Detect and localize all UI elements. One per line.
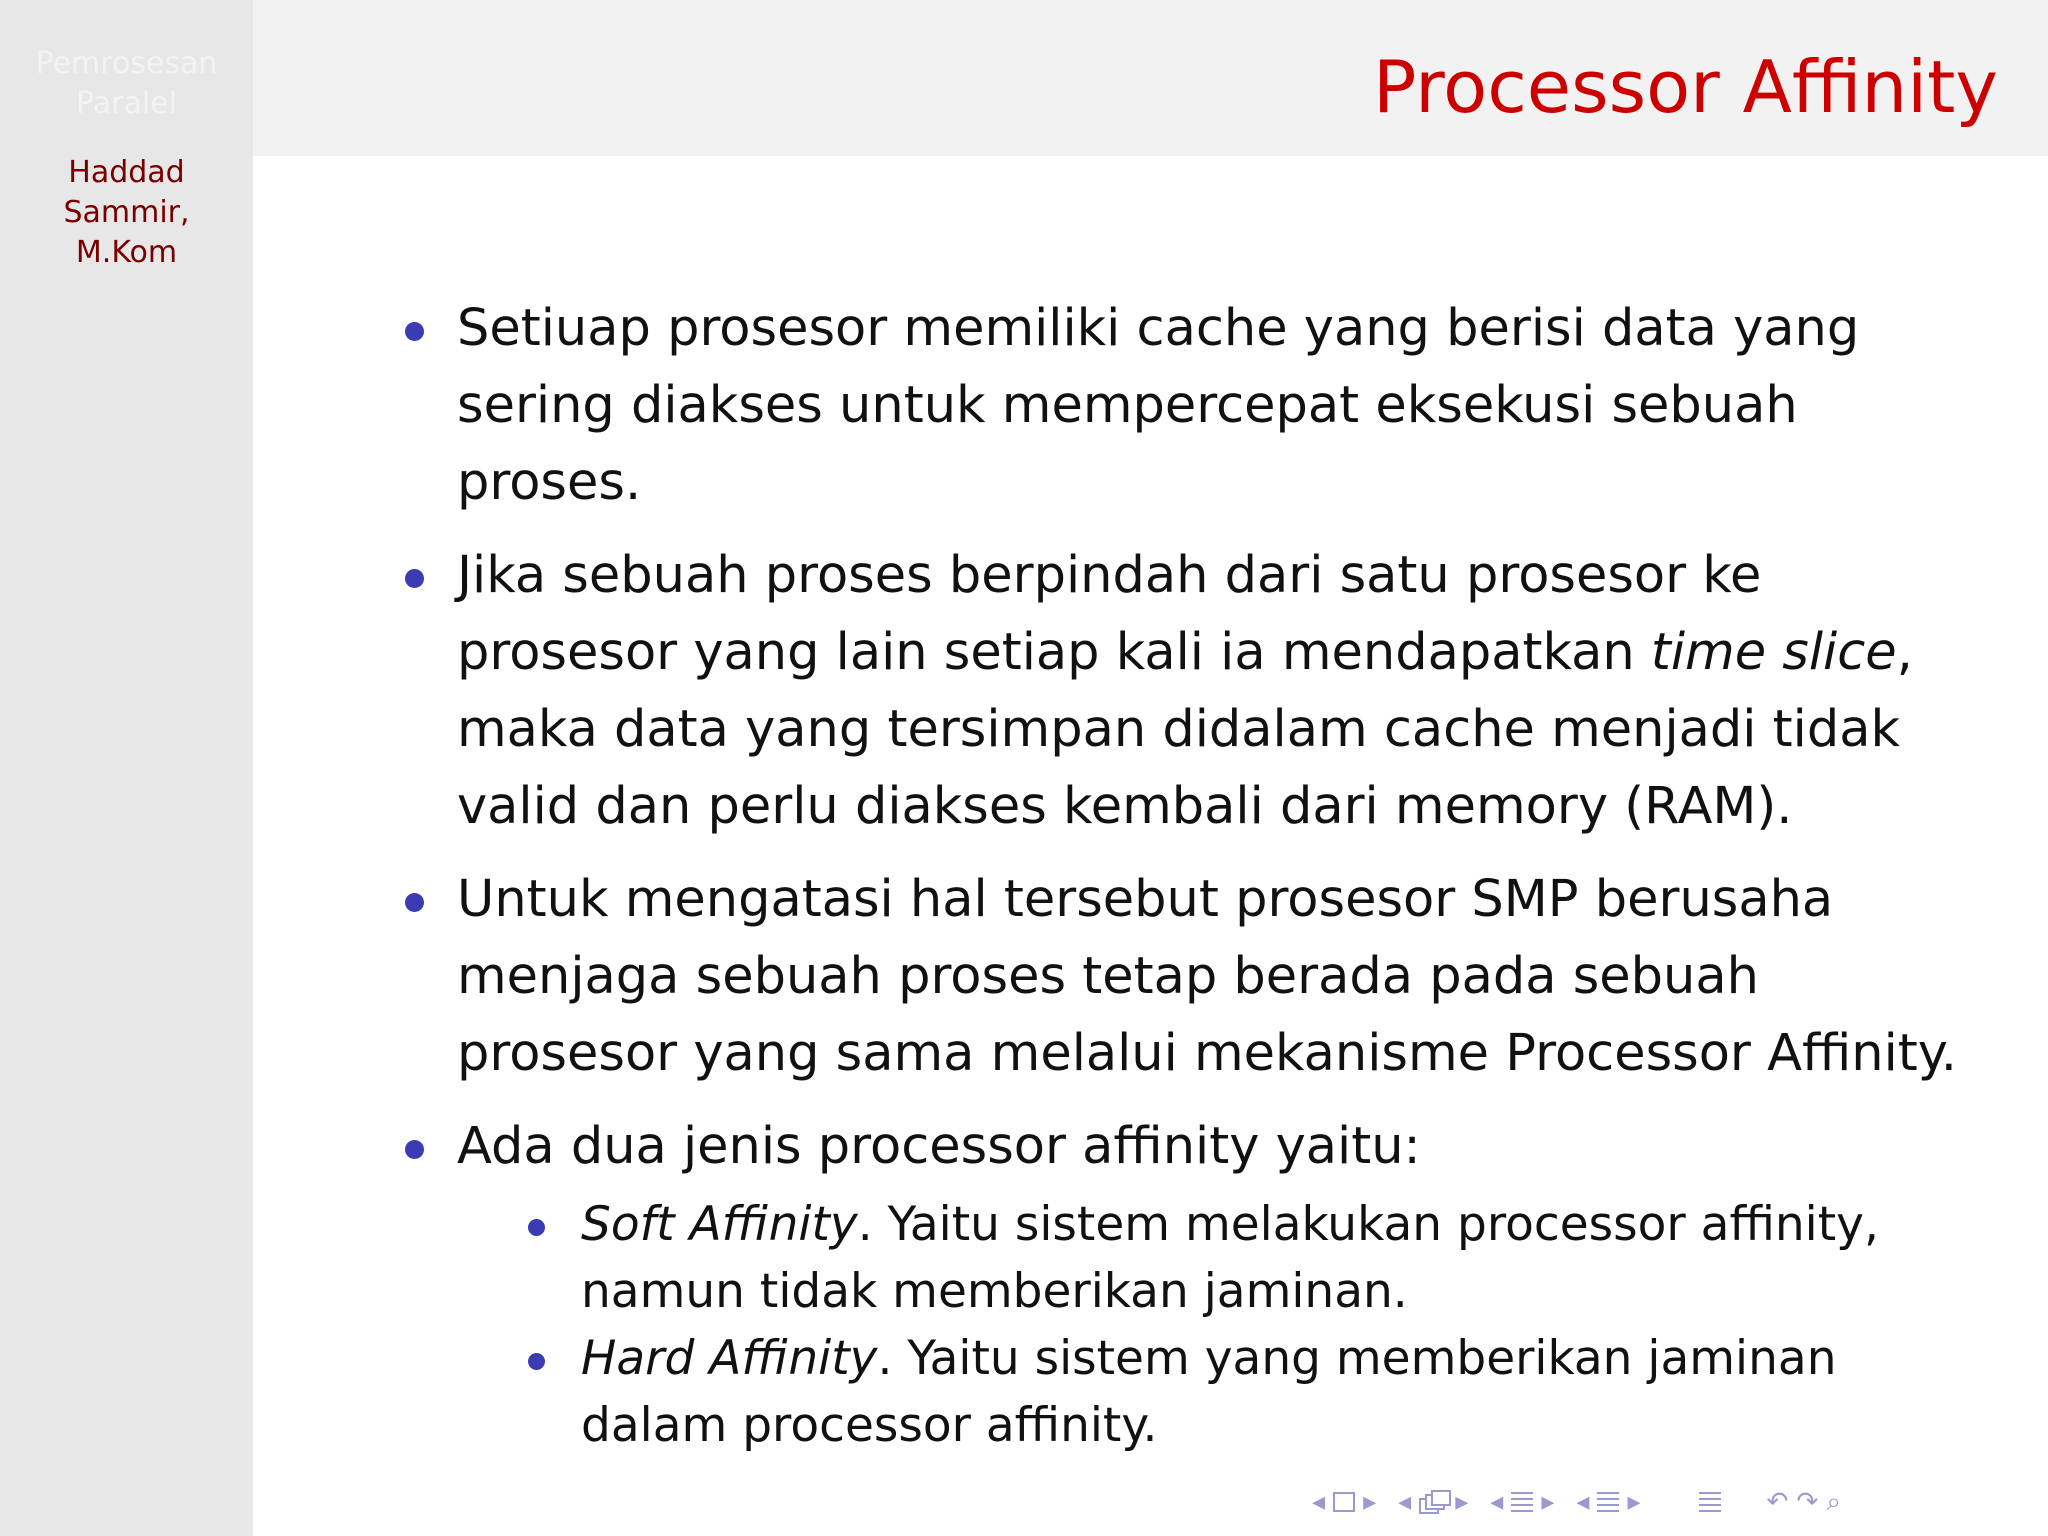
nav-next-frame-icon[interactable]: ▸	[1455, 1487, 1469, 1517]
nav-next-slide-icon[interactable]: ▸	[1363, 1487, 1377, 1517]
bullet-text: Setiuap prosesor memiliki cache yang berisi data yang sering diakses untuk mempercepat eksekusi sebuah proses.	[457, 299, 1860, 512]
nav-prev-slide-icon[interactable]: ◂	[1312, 1487, 1326, 1517]
sidebar-author	[0, 153, 253, 273]
frame-header	[253, 0, 2048, 156]
nav-next-section-icon[interactable]: ▸	[1627, 1487, 1641, 1517]
sub-bullet-icon	[528, 1219, 545, 1236]
search-icon[interactable]: ⌕	[1826, 1487, 1841, 1517]
bullet-item	[395, 1108, 1995, 1185]
beamer-navigation	[1312, 1486, 1849, 1518]
bullet-icon	[405, 569, 424, 588]
sub-bullet-text: . Yaitu sistem yang memberikan jaminan dalam processor affinity.	[581, 1331, 1837, 1453]
nav-prev-section-icon[interactable]: ◂	[1576, 1487, 1590, 1517]
slide-icon[interactable]	[1333, 1492, 1355, 1512]
back-forward-icon[interactable]: ↶ ↷	[1766, 1487, 1819, 1517]
alignment-icon[interactable]	[1699, 1492, 1721, 1512]
bullet-item	[395, 861, 1995, 1092]
sub-bullet-text: . Yaitu sistem melakukan processor affinity, namun tidak memberikan jaminan.	[581, 1197, 1879, 1319]
nav-next-subsection-icon[interactable]: ▸	[1541, 1487, 1555, 1517]
section-icon[interactable]	[1597, 1492, 1619, 1512]
emphasis-text: time slice	[1650, 623, 1897, 682]
frame-icon[interactable]	[1419, 1490, 1447, 1514]
sidebar	[0, 0, 253, 1536]
bullet-icon	[405, 893, 424, 912]
author-line: M.Kom	[75, 235, 178, 270]
emphasis-text: Hard Affinity	[581, 1331, 878, 1386]
sub-bullet-item	[395, 1325, 1995, 1459]
nav-prev-frame-icon[interactable]: ◂	[1398, 1487, 1412, 1517]
sub-bullet-icon	[528, 1353, 545, 1370]
bullet-text: Ada dua jenis processor affinity yaitu:	[457, 1117, 1421, 1176]
bullet-text: Untuk mengatasi hal tersebut prosesor SMP berusaha menjaga sebuah proses tetap berada pada sebuah prosesor yang sama melalui mekanisme Processor Affinity.	[457, 870, 1957, 1083]
bullet-text: , maka data yang tersimpan didalam cache menjadi tidak valid dan perlu diakses kembali dari memory (RAM).	[457, 623, 1913, 836]
subsection-icon[interactable]	[1511, 1492, 1533, 1512]
emphasis-text: Soft Affinity	[581, 1197, 858, 1252]
sub-bullet-item	[395, 1191, 1995, 1325]
frame-title: Processor Affinity	[1372, 45, 1998, 129]
bullet-icon	[405, 322, 424, 341]
bullet-icon	[405, 1140, 424, 1159]
bullet-text: Jika sebuah proses berpindah dari satu prosesor ke prosesor yang lain setiap kali ia mendapatkan	[457, 546, 1762, 682]
sidebar-course-title: Pemrosesan Paralel	[35, 46, 218, 121]
bullet-item	[395, 290, 1995, 521]
slide-content	[395, 290, 1995, 1459]
author-line: Sammir,	[63, 195, 190, 230]
bullet-item	[395, 537, 1995, 845]
author-line: Haddad	[68, 155, 185, 190]
nav-prev-subsection-icon[interactable]: ◂	[1490, 1487, 1504, 1517]
